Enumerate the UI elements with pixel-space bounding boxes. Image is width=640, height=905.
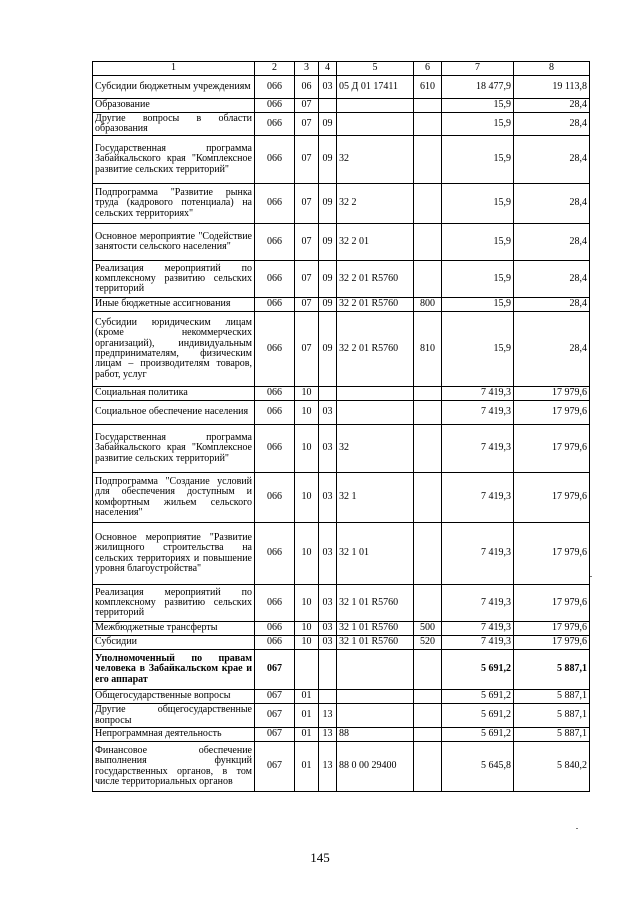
ved-code-cell: 066 <box>255 184 295 224</box>
column-header: 3 <box>295 62 319 76</box>
table-row <box>93 184 590 224</box>
table-row <box>93 76 590 99</box>
row-name-cell: Основное мероприятие "Содействие занятости сельского населения" <box>93 224 255 261</box>
ved-code-cell: 067 <box>255 742 295 792</box>
ved-code-cell: 066 <box>255 387 295 401</box>
amount-col8-cell: 28,4 <box>514 113 590 136</box>
row-name-cell: Основное мероприятие "Развитие жилищного строительства на сельских территориях и повышение уровня благоустройства" <box>93 523 255 585</box>
amount-col8-cell: 17 979,6 <box>514 387 590 401</box>
amount-col8-cell: 28,4 <box>514 312 590 387</box>
amount-col8-cell: 28,4 <box>514 261 590 298</box>
column-header: 2 <box>255 62 295 76</box>
subsection-code-cell: 03 <box>319 585 337 622</box>
table-row <box>93 261 590 298</box>
row-name-cell: Социальное обеспечение населения <box>93 401 255 425</box>
section-code-cell <box>295 650 319 690</box>
section-code-cell: 01 <box>295 690 319 704</box>
target-article-cell <box>337 99 414 113</box>
amount-col7-cell: 15,9 <box>442 298 514 312</box>
target-article-cell: 88 <box>337 728 414 742</box>
section-code-cell: 10 <box>295 523 319 585</box>
ved-code-cell: 067 <box>255 728 295 742</box>
ved-code-cell: 067 <box>255 690 295 704</box>
row-name-cell: Реализация мероприятий по комплексному развитию сельских территорий <box>93 261 255 298</box>
expense-type-cell: 800 <box>414 298 442 312</box>
row-name-cell: Непрограммная деятельность <box>93 728 255 742</box>
expense-type-cell: 500 <box>414 622 442 636</box>
row-name-cell: Финансовое обеспечение выполнения функций государственных органов, в том числе территориальных органов <box>93 742 255 792</box>
amount-col7-cell: 15,9 <box>442 312 514 387</box>
column-header: 5 <box>337 62 414 76</box>
table-row <box>93 473 590 523</box>
target-article-cell <box>337 690 414 704</box>
target-article-cell: 88 0 00 29400 <box>337 742 414 792</box>
amount-col8-cell: 17 979,6 <box>514 401 590 425</box>
row-name-cell: Образование <box>93 99 255 113</box>
amount-col7-cell: 5 645,8 <box>442 742 514 792</box>
section-code-cell: 07 <box>295 312 319 387</box>
expense-type-cell <box>414 261 442 298</box>
section-code-cell: 10 <box>295 622 319 636</box>
section-code-cell: 07 <box>295 261 319 298</box>
table-row <box>93 742 590 792</box>
amount-col8-cell: 28,4 <box>514 99 590 113</box>
section-code-cell: 10 <box>295 387 319 401</box>
expense-type-cell <box>414 650 442 690</box>
ved-code-cell: 066 <box>255 113 295 136</box>
subsection-code-cell: 09 <box>319 261 337 298</box>
subsection-code-cell: 03 <box>319 401 337 425</box>
subsection-code-cell <box>319 690 337 704</box>
amount-col8-cell: 17 979,6 <box>514 523 590 585</box>
expense-type-cell <box>414 184 442 224</box>
section-code-cell: 07 <box>295 99 319 113</box>
subsection-code-cell: 09 <box>319 298 337 312</box>
target-article-cell <box>337 387 414 401</box>
column-header: 4 <box>319 62 337 76</box>
target-article-cell <box>337 401 414 425</box>
amount-col7-cell: 7 419,3 <box>442 425 514 473</box>
amount-col7-cell: 7 419,3 <box>442 387 514 401</box>
ved-code-cell: 066 <box>255 99 295 113</box>
expense-type-cell: 520 <box>414 636 442 650</box>
subsection-code-cell: 13 <box>319 728 337 742</box>
row-name-cell: Общегосударственные вопросы <box>93 690 255 704</box>
row-name-cell: Другие общегосударственные вопросы <box>93 704 255 728</box>
amount-col8-cell: 28,4 <box>514 224 590 261</box>
ved-code-cell: 066 <box>255 76 295 99</box>
section-code-cell: 07 <box>295 184 319 224</box>
target-article-cell <box>337 113 414 136</box>
subsection-code-cell: 09 <box>319 113 337 136</box>
ved-code-cell: 067 <box>255 650 295 690</box>
subsection-code-cell: 03 <box>319 523 337 585</box>
table-row <box>93 113 590 136</box>
amount-col7-cell: 7 419,3 <box>442 585 514 622</box>
amount-col7-cell: 7 419,3 <box>442 636 514 650</box>
target-article-cell: 32 2 01 <box>337 224 414 261</box>
target-article-cell: 32 2 01 R5760 <box>337 312 414 387</box>
subsection-code-cell: 03 <box>319 622 337 636</box>
amount-col7-cell: 5 691,2 <box>442 650 514 690</box>
subsection-code-cell: 09 <box>319 184 337 224</box>
table-header-row <box>93 62 590 76</box>
column-header: 8 <box>514 62 590 76</box>
row-name-cell: Социальная политика <box>93 387 255 401</box>
amount-col7-cell: 18 477,9 <box>442 76 514 99</box>
row-name-cell: Уполномоченный по правам человека в Забайкальском крае и его аппарат <box>93 650 255 690</box>
ved-code-cell: 066 <box>255 401 295 425</box>
scan-speck <box>590 576 592 577</box>
row-name-cell: Субсидии юридическим лицам (кроме некоммерческих организаций), индивидуальным предпринимателям, физическим лицам – производителям товаров, работ, услуг <box>93 312 255 387</box>
expense-type-cell: 810 <box>414 312 442 387</box>
target-article-cell: 32 1 <box>337 473 414 523</box>
target-article-cell: 32 2 <box>337 184 414 224</box>
target-article-cell <box>337 650 414 690</box>
subsection-code-cell: 13 <box>319 704 337 728</box>
page-number: 145 <box>310 850 330 865</box>
ved-code-cell: 066 <box>255 224 295 261</box>
amount-col7-cell: 7 419,3 <box>442 473 514 523</box>
subsection-code-cell: 09 <box>319 312 337 387</box>
subsection-code-cell: 03 <box>319 473 337 523</box>
ved-code-cell: 066 <box>255 261 295 298</box>
ved-code-cell: 066 <box>255 622 295 636</box>
amount-col8-cell: 5 840,2 <box>514 742 590 792</box>
section-code-cell: 01 <box>295 742 319 792</box>
table-row <box>93 690 590 704</box>
expense-type-cell <box>414 585 442 622</box>
expense-type-cell <box>414 99 442 113</box>
expense-type-cell <box>414 136 442 184</box>
target-article-cell: 32 1 01 <box>337 523 414 585</box>
ved-code-cell: 066 <box>255 298 295 312</box>
section-code-cell: 10 <box>295 636 319 650</box>
table-row <box>93 650 590 690</box>
amount-col8-cell: 17 979,6 <box>514 622 590 636</box>
row-name-cell: Другие вопросы в области образования <box>93 113 255 136</box>
amount-col8-cell: 17 979,6 <box>514 636 590 650</box>
table-row <box>93 704 590 728</box>
section-code-cell: 07 <box>295 224 319 261</box>
section-code-cell: 07 <box>295 113 319 136</box>
table-row <box>93 136 590 184</box>
row-name-cell: Государственная программа Забайкальского края "Комплексное развитие сельских территорий" <box>93 136 255 184</box>
section-code-cell: 01 <box>295 728 319 742</box>
section-code-cell: 10 <box>295 585 319 622</box>
expense-type-cell <box>414 387 442 401</box>
table-row <box>93 401 590 425</box>
subsection-code-cell: 09 <box>319 136 337 184</box>
target-article-cell <box>337 704 414 728</box>
ved-code-cell: 066 <box>255 636 295 650</box>
table-row <box>93 298 590 312</box>
table-row <box>93 224 590 261</box>
amount-col7-cell: 15,9 <box>442 99 514 113</box>
section-code-cell: 07 <box>295 298 319 312</box>
table-row <box>93 585 590 622</box>
table-row <box>93 99 590 113</box>
amount-col8-cell: 28,4 <box>514 136 590 184</box>
row-name-cell: Государственная программа Забайкальского края "Комплексное развитие сельских территорий" <box>93 425 255 473</box>
ved-code-cell: 066 <box>255 585 295 622</box>
subsection-code-cell: 03 <box>319 636 337 650</box>
section-code-cell: 06 <box>295 76 319 99</box>
amount-col8-cell: 17 979,6 <box>514 585 590 622</box>
amount-col7-cell: 15,9 <box>442 261 514 298</box>
row-name-cell: Субсидии бюджетным учреждениям <box>93 76 255 99</box>
target-article-cell: 32 <box>337 136 414 184</box>
amount-col8-cell: 28,4 <box>514 298 590 312</box>
amount-col8-cell: 28,4 <box>514 184 590 224</box>
row-name-cell: Реализация мероприятий по комплексному развитию сельских территорий <box>93 585 255 622</box>
amount-col7-cell: 15,9 <box>442 113 514 136</box>
expense-type-cell <box>414 704 442 728</box>
row-name-cell: Подпрограмма "Создание условий для обеспечения доступным и комфортным жильем сельского населения" <box>93 473 255 523</box>
ved-code-cell: 066 <box>255 136 295 184</box>
amount-col7-cell: 5 691,2 <box>442 690 514 704</box>
budget-table <box>92 61 590 792</box>
amount-col8-cell: 19 113,8 <box>514 76 590 99</box>
amount-col7-cell: 15,9 <box>442 224 514 261</box>
target-article-cell: 32 1 01 R5760 <box>337 585 414 622</box>
target-article-cell: 05 Д 01 17411 <box>337 76 414 99</box>
expense-type-cell <box>414 473 442 523</box>
amount-col8-cell: 5 887,1 <box>514 650 590 690</box>
table-row <box>93 425 590 473</box>
target-article-cell: 32 2 01 R5760 <box>337 261 414 298</box>
scan-speck <box>576 828 578 829</box>
subsection-code-cell <box>319 387 337 401</box>
expense-type-cell: 610 <box>414 76 442 99</box>
section-code-cell: 07 <box>295 136 319 184</box>
amount-col7-cell: 7 419,3 <box>442 622 514 636</box>
amount-col7-cell: 7 419,3 <box>442 401 514 425</box>
amount-col7-cell: 7 419,3 <box>442 523 514 585</box>
table-row <box>93 523 590 585</box>
subsection-code-cell: 13 <box>319 742 337 792</box>
expense-type-cell <box>414 523 442 585</box>
amount-col7-cell: 15,9 <box>442 136 514 184</box>
row-name-cell: Субсидии <box>93 636 255 650</box>
ved-code-cell: 067 <box>255 704 295 728</box>
section-code-cell: 10 <box>295 401 319 425</box>
row-name-cell: Подпрограмма "Развитие рынка труда (кадрового потенциала) на сельских территориях" <box>93 184 255 224</box>
expense-type-cell <box>414 224 442 261</box>
amount-col7-cell: 5 691,2 <box>442 704 514 728</box>
expense-type-cell <box>414 690 442 704</box>
row-name-cell: Межбюджетные трансферты <box>93 622 255 636</box>
expense-type-cell <box>414 728 442 742</box>
expense-type-cell <box>414 425 442 473</box>
row-name-cell: Иные бюджетные ассигнования <box>93 298 255 312</box>
table-body <box>93 76 590 792</box>
table-row <box>93 312 590 387</box>
subsection-code-cell: 03 <box>319 425 337 473</box>
amount-col8-cell: 5 887,1 <box>514 728 590 742</box>
target-article-cell: 32 1 01 R5760 <box>337 636 414 650</box>
section-code-cell: 10 <box>295 473 319 523</box>
ved-code-cell: 066 <box>255 425 295 473</box>
section-code-cell: 01 <box>295 704 319 728</box>
column-header: 7 <box>442 62 514 76</box>
target-article-cell: 32 2 01 R5760 <box>337 298 414 312</box>
expense-type-cell <box>414 401 442 425</box>
subsection-code-cell <box>319 99 337 113</box>
subsection-code-cell: 09 <box>319 224 337 261</box>
amount-col7-cell: 15,9 <box>442 184 514 224</box>
table-row <box>93 622 590 636</box>
expense-type-cell <box>414 113 442 136</box>
amount-col7-cell: 5 691,2 <box>442 728 514 742</box>
subsection-code-cell: 03 <box>319 76 337 99</box>
ved-code-cell: 066 <box>255 473 295 523</box>
column-header: 6 <box>414 62 442 76</box>
ved-code-cell: 066 <box>255 312 295 387</box>
amount-col8-cell: 17 979,6 <box>514 473 590 523</box>
amount-col8-cell: 5 887,1 <box>514 690 590 704</box>
amount-col8-cell: 17 979,6 <box>514 425 590 473</box>
subsection-code-cell <box>319 650 337 690</box>
ved-code-cell: 066 <box>255 523 295 585</box>
section-code-cell: 10 <box>295 425 319 473</box>
target-article-cell: 32 <box>337 425 414 473</box>
amount-col8-cell: 5 887,1 <box>514 704 590 728</box>
table-row <box>93 728 590 742</box>
column-header: 1 <box>93 62 255 76</box>
table-row <box>93 387 590 401</box>
target-article-cell: 32 1 01 R5760 <box>337 622 414 636</box>
expense-type-cell <box>414 742 442 792</box>
table-row <box>93 636 590 650</box>
